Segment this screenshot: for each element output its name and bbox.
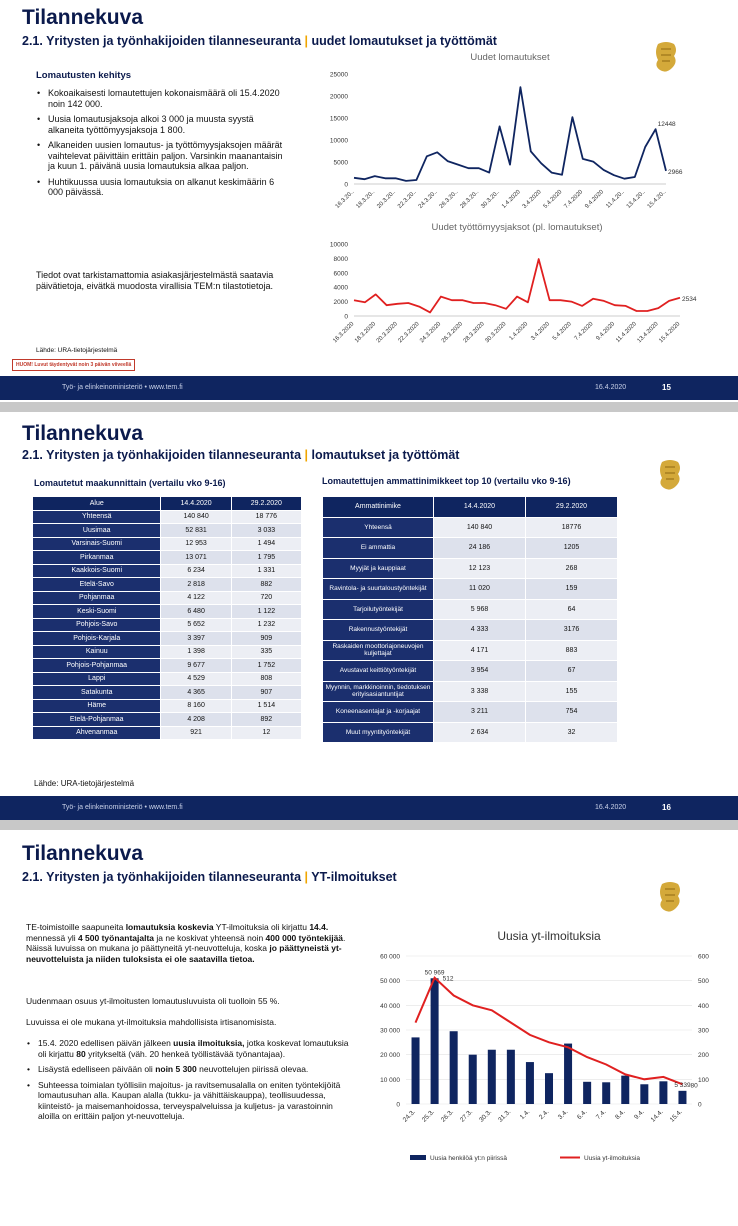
value-cell: 754 — [526, 702, 617, 722]
table-row — [323, 579, 617, 599]
x-tick-label: 20.3.2020 — [375, 321, 399, 345]
value-cell: 3 954 — [434, 661, 525, 681]
bar — [640, 1084, 648, 1104]
x-tick-label: 30.3. — [478, 1108, 494, 1124]
value-cell: 155 — [526, 682, 617, 702]
y-right-tick-label: 200 — [698, 1052, 709, 1060]
bullet-item: • Kokoaikaisesti lomautettujen kokonaismäärä oli 15.4.2020 noin 142 000. — [36, 88, 286, 109]
slide-title: Tilannekuva — [22, 6, 143, 29]
value-cell: 720 — [232, 592, 301, 605]
slide-title: Tilannekuva — [22, 842, 143, 865]
bullet-item: • Uusia lomautusjaksoja alkoi 3 000 ja muusta syystä alkaneita työttömyysjaksoja 1 800. — [36, 114, 286, 135]
bullet-list — [36, 88, 286, 203]
y-tick-label: 4000 — [333, 284, 348, 292]
value-cell: 3 211 — [434, 702, 525, 722]
bar — [545, 1073, 553, 1104]
paragraph-yt-summary: TE-toimistoille saapuneita lomautuksia koskevia YT-ilmoituksia oli kirjattu 14.4. mennessä yli 4 500 työnantajalta ja ne koskivat yhteensä noin 400 000 työntekijää. Näissä luvuissa on mukana jo päättyneitä yt-neuvotteluja, koska jo päättyneistä yt-neuvotteluista ja niiden tuloksista ei ole saatavilla tietoa. — [26, 922, 346, 964]
bar — [678, 1091, 686, 1104]
table-row — [33, 592, 301, 605]
value-cell: 1 122 — [232, 605, 301, 618]
series-line — [354, 87, 666, 181]
value-cell: 9 677 — [161, 659, 230, 672]
y-right-tick-label: 300 — [698, 1027, 709, 1035]
value-cell: 2 818 — [161, 578, 230, 591]
value-cell: 4 529 — [161, 673, 230, 686]
table-row — [323, 600, 617, 620]
value-cell: 8 160 — [161, 700, 230, 713]
bar — [621, 1076, 629, 1104]
regions-table — [32, 496, 302, 740]
value-cell: 4 365 — [161, 686, 230, 699]
table-row — [33, 511, 301, 524]
column-header: 14.4.2020 — [434, 497, 525, 517]
table-row — [323, 702, 617, 722]
table-row — [33, 565, 301, 578]
table-row — [323, 723, 617, 743]
table-row — [33, 686, 301, 699]
row-label-cell: Ei ammattia — [323, 538, 433, 558]
bar — [431, 978, 439, 1104]
data-label: 5 339 — [674, 1081, 691, 1089]
slide-title: Tilannekuva — [22, 422, 143, 445]
value-cell: 6 480 — [161, 605, 230, 618]
bar — [526, 1062, 534, 1104]
chart-title: Uusia yt-ilmoituksia — [497, 929, 601, 943]
chart-new-layoffs — [310, 48, 730, 228]
row-label-cell: Raskaiden moottoriajoneuvojen kuljettajat — [323, 641, 433, 661]
footer-ministry: Työ- ja elinkeinoministeriö • www.tem.fi — [62, 384, 183, 391]
table-row — [323, 620, 617, 640]
table-row — [323, 538, 617, 558]
y-left-tick-label: 10 000 — [380, 1076, 400, 1084]
chart-title: Uudet lomautukset — [470, 52, 550, 63]
value-cell: 140 840 — [434, 518, 525, 538]
bar — [602, 1082, 610, 1104]
value-cell: 159 — [526, 579, 617, 599]
row-label-cell: Pohjanmaa — [33, 592, 160, 605]
value-cell: 12 — [232, 727, 301, 740]
row-label-cell: Keski-Suomi — [33, 605, 160, 618]
row-label-cell: Pohjois-Savo — [33, 619, 160, 632]
value-cell: 24 186 — [434, 538, 525, 558]
bar — [412, 1037, 420, 1104]
table-row — [33, 605, 301, 618]
paragraph-uusimaa: Uudenmaan osuus yt-ilmoitusten lomautusluvuista oli tuolloin 55 %. — [26, 996, 280, 1006]
row-label-cell: Myynnin, markkinoinnin, tiedotuksen erityisasiantuntijat — [323, 682, 433, 702]
table-row — [323, 559, 617, 579]
y-left-tick-label: 0 — [396, 1101, 400, 1109]
row-label-cell: Muut myyntityöntekijät — [323, 723, 433, 743]
x-tick-label: 26.3.2020 — [440, 321, 465, 345]
value-cell: 2 634 — [434, 723, 525, 743]
x-tick-label: 2.4. — [537, 1108, 551, 1122]
column-header: Ammattinimike — [323, 497, 433, 517]
row-label-cell: Satakunta — [33, 686, 160, 699]
row-label-cell: Koneenasentajat ja -korjaajat — [323, 702, 433, 722]
value-cell: 1 398 — [161, 646, 230, 659]
table-row — [33, 538, 301, 551]
x-tick-label: 9.4. — [633, 1108, 646, 1122]
y-tick-label: 6000 — [333, 270, 348, 278]
table-row — [323, 641, 617, 661]
bar — [583, 1082, 591, 1104]
value-cell: 11 020 — [434, 579, 525, 599]
legend-swatch-bars — [410, 1155, 426, 1160]
x-tick-label: 9.4.2020 — [595, 321, 617, 342]
x-tick-label: 24.3.2020 — [419, 321, 443, 345]
x-tick-label: 5.4.2020 — [542, 189, 564, 210]
lion-crest-icon — [656, 458, 684, 494]
row-label-cell: Varsinais-Suomi — [33, 538, 160, 551]
row-label-cell: Ravintola- ja suurtaloustyöntekijät — [323, 579, 433, 599]
table-row — [323, 518, 617, 538]
table-row — [323, 682, 617, 702]
x-tick-label: 15.4.20.. — [646, 189, 668, 210]
table-row — [33, 619, 301, 632]
y-right-tick-label: 500 — [698, 978, 709, 986]
value-cell: 892 — [232, 713, 301, 726]
value-cell: 808 — [232, 673, 301, 686]
column-header: 14.4.2020 — [161, 497, 230, 510]
value-cell: 907 — [232, 686, 301, 699]
value-cell: 4 208 — [161, 713, 230, 726]
row-label-cell: Rakennustyöntekijät — [323, 620, 433, 640]
data-label: 50 969 — [424, 969, 445, 977]
y-tick-label: 2000 — [333, 299, 348, 307]
y-tick-label: 20000 — [329, 93, 348, 101]
x-tick-label: 18.3.2020 — [354, 321, 378, 345]
y-tick-label: 15000 — [329, 115, 348, 123]
row-label-cell: Avustavat keittiötyöntekijät — [323, 661, 433, 681]
value-cell: 335 — [232, 646, 301, 659]
y-tick-label: 0 — [344, 313, 348, 321]
x-tick-label: 1.4.2020 — [508, 321, 530, 342]
row-label-cell: Yhteensä — [323, 518, 433, 538]
y-tick-label: 25000 — [329, 71, 348, 79]
source-label: Lähde: URA-tietojärjestelmä — [34, 779, 135, 788]
x-tick-label: 7.4. — [594, 1108, 608, 1122]
slide-15 — [0, 0, 738, 402]
column-header: 29.2.2020 — [526, 497, 617, 517]
bullet-item: • Suhteessa toimialan työllisiin majoitus- ja ravitsemusalalla on eniten työntekijöitä lomautusuhan alla. Kaupan alalla (tukku- ja vähittäiskauppa), teollisuudessa, kiinteistö- ja maisemanhoidossa, terveyspalveluissa ja kuljetus- ja varastoinnin aloilla on erittäin paljon yt-neuvotteluja. — [26, 1080, 354, 1122]
y-left-tick-label: 40 000 — [380, 1002, 400, 1010]
table-row — [33, 524, 301, 537]
slide-footer — [0, 376, 738, 400]
row-label-cell: Ahvenanmaa — [33, 727, 160, 740]
value-cell: 1 752 — [232, 659, 301, 672]
x-tick-label: 24.3. — [401, 1108, 417, 1124]
value-cell: 4 171 — [434, 641, 525, 661]
x-tick-label: 14.4. — [649, 1108, 665, 1124]
value-cell: 18776 — [526, 518, 617, 538]
row-label-cell: Tarjoilutyöntekijät — [323, 600, 433, 620]
slide-yt — [0, 830, 738, 1226]
row-label-cell: Pohjois-Pohjanmaa — [33, 659, 160, 672]
x-tick-label: 13.4.2020 — [636, 321, 660, 345]
x-tick-label: 18.3.20.. — [355, 189, 377, 210]
bullet-item: • Alkaneiden uusien lomautus- ja työttömyysjaksojen määrät vaihtelevat päivittäin erittäin paljon. Varsinkin maanantaisin ja kuun 1. päivänä uusia lomautuksia alkaa paljon. — [36, 140, 286, 172]
bullet-item: • 15.4. 2020 edellisen päivän jälkeen uusia ilmoituksia, jotka koskevat lomautuksia oli kirjattu 80 yritykseltä (väh. 20 henkeä työllistävää työnantajaa). — [26, 1038, 354, 1059]
bar — [469, 1055, 477, 1104]
x-tick-label: 30.3.2020 — [484, 321, 508, 345]
x-tick-label: 27.3. — [458, 1108, 475, 1124]
data-label: 80 — [690, 1082, 698, 1090]
row-label-cell: Kaakkois-Suomi — [33, 565, 160, 578]
value-cell: 3 033 — [232, 524, 301, 537]
x-tick-label: 26.3. — [439, 1108, 456, 1124]
value-cell: 12 123 — [434, 559, 525, 579]
slide-subtitle: 2.1. Yritysten ja työnhakijoiden tilanneseuranta | YT-ilmoitukset — [22, 870, 397, 884]
x-tick-label: 3.4. — [556, 1108, 570, 1122]
slide-subtitle: 2.1. Yritysten ja työnhakijoiden tilanneseuranta | uudet lomautukset ja työttömät — [22, 34, 497, 48]
column-header: 29.2.2020 — [232, 497, 301, 510]
column-header: Alue — [33, 497, 160, 510]
table-row — [33, 578, 301, 591]
table-header-row — [323, 497, 617, 517]
row-label-cell: Häme — [33, 700, 160, 713]
disclaimer-note: Tiedot ovat tarkistamattomia asiakasjärjestelmästä saatavia päivätietoja, eivätkä muodosta virallisia TEM:n tilastotietoja. — [36, 270, 274, 291]
x-tick-label: 22.3.2020 — [397, 321, 421, 345]
y-tick-label: 5000 — [333, 159, 348, 167]
value-cell: 1 795 — [232, 551, 301, 564]
y-tick-label: 10000 — [329, 241, 348, 249]
value-cell: 4 333 — [434, 620, 525, 640]
data-label: 2966 — [668, 168, 683, 176]
y-left-tick-label: 30 000 — [380, 1027, 400, 1035]
x-tick-label: 31.3. — [497, 1108, 513, 1124]
x-tick-label: 15.4. — [668, 1108, 684, 1124]
y-right-tick-label: 400 — [698, 1002, 709, 1010]
bar — [450, 1031, 458, 1104]
value-cell: 5 652 — [161, 619, 230, 632]
row-label-cell: Etelä-Pohjanmaa — [33, 713, 160, 726]
x-tick-label: 30.3.20.. — [480, 189, 502, 210]
x-tick-label: 25.3. — [420, 1108, 437, 1124]
x-tick-label: 28.3.20.. — [459, 189, 481, 210]
footer-date: 16.4.2020 — [595, 804, 627, 811]
value-cell: 1 331 — [232, 565, 301, 578]
y-left-tick-label: 50 000 — [380, 978, 400, 986]
row-label-cell: Lappi — [33, 673, 160, 686]
table-row — [323, 661, 617, 681]
table-caption-occupations: Lomautettujen ammattinimikkeet top 10 (vertailu vko 9-16) — [322, 476, 571, 486]
table-row — [33, 713, 301, 726]
x-tick-label: 7.4.2020 — [563, 189, 585, 210]
value-cell: 1 232 — [232, 619, 301, 632]
slide-footer — [0, 796, 738, 820]
warning-box: HUOM! Luvut täydentyvät noin 3 päivän viiveellä — [12, 359, 135, 371]
table-header-row — [33, 497, 301, 510]
slide-16 — [0, 412, 738, 820]
page-number: 16 — [662, 803, 671, 812]
value-cell: 1 494 — [232, 538, 301, 551]
table-row — [33, 659, 301, 672]
row-label-cell: Myyjät ja kauppiaat — [323, 559, 433, 579]
bullet-item: • Lisäystä edelliseen päivään oli noin 5 300 neuvottelujen piirissä olevaa. — [26, 1064, 354, 1075]
series-line — [354, 259, 680, 312]
x-tick-label: 11.4.20.. — [605, 189, 626, 210]
value-cell: 3176 — [526, 620, 617, 640]
x-tick-label: 28.3.2020 — [462, 321, 486, 345]
y-right-tick-label: 0 — [698, 1101, 702, 1109]
source-label: Lähde: URA-tietojärjestelmä — [36, 347, 118, 354]
paragraph-exclusions: Luvuissa ei ole mukana yt-ilmoituksia mahdollisista irtisanomisista. — [26, 1017, 277, 1027]
x-tick-label: 24.3.20.. — [417, 189, 439, 210]
value-cell: 909 — [232, 632, 301, 645]
value-cell: 921 — [161, 727, 230, 740]
row-label-cell: Etelä-Savo — [33, 578, 160, 591]
occupations-table — [322, 496, 618, 743]
y-right-tick-label: 600 — [698, 953, 709, 961]
y-right-tick-label: 100 — [698, 1076, 709, 1084]
x-tick-label: 1.4.2020 — [501, 189, 522, 210]
y-left-tick-label: 60 000 — [380, 953, 400, 961]
value-cell: 5 968 — [434, 600, 525, 620]
value-cell: 4 122 — [161, 592, 230, 605]
chart-title: Uudet työttömyysjaksot (pl. lomautukset) — [431, 222, 603, 233]
value-cell: 1205 — [526, 538, 617, 558]
value-cell: 882 — [232, 578, 301, 591]
data-label: 2534 — [682, 295, 697, 303]
value-cell: 18 776 — [232, 511, 301, 524]
bar — [507, 1050, 515, 1104]
y-left-tick-label: 20 000 — [380, 1052, 400, 1060]
table-row — [33, 727, 301, 740]
row-label-cell: Yhteensä — [33, 511, 160, 524]
bar — [659, 1081, 667, 1104]
bullet-list — [26, 1038, 354, 1127]
table-row — [33, 551, 301, 564]
x-tick-label: 11.4.2020 — [615, 321, 638, 344]
row-label-cell: Pirkanmaa — [33, 551, 160, 564]
value-cell: 883 — [526, 641, 617, 661]
value-cell: 6 234 — [161, 565, 230, 578]
y-tick-label: 10000 — [329, 137, 348, 145]
x-tick-label: 20.3.20.. — [376, 189, 398, 210]
slide-subtitle: 2.1. Yritysten ja työnhakijoiden tilanneseuranta | lomautukset ja työttömät — [22, 448, 460, 462]
chart-new-unemployment — [310, 218, 730, 348]
value-cell: 268 — [526, 559, 617, 579]
table-row — [33, 646, 301, 659]
x-tick-label: 22.3.20.. — [397, 189, 418, 210]
row-label-cell: Kainuu — [33, 646, 160, 659]
y-tick-label: 8000 — [333, 255, 348, 263]
x-tick-label: 3.4.2020 — [530, 321, 552, 342]
bar — [564, 1044, 572, 1104]
page-number: 15 — [662, 383, 671, 392]
x-tick-label: 8.4. — [614, 1108, 627, 1122]
table-row — [33, 673, 301, 686]
legend-label: Uusia henkilöä yt:n piirissä — [430, 1155, 507, 1162]
x-tick-label: 5.4.2020 — [551, 321, 573, 342]
x-tick-label: 15.4.2020 — [658, 321, 682, 345]
x-tick-label: 26.3.20.. — [438, 189, 460, 210]
row-label-cell: Pohjois-Karjala — [33, 632, 160, 645]
x-tick-label: 6.4. — [575, 1108, 589, 1122]
footer-ministry: Työ- ja elinkeinoministeriö • www.tem.fi — [62, 804, 183, 811]
value-cell: 32 — [526, 723, 617, 743]
table-row — [33, 632, 301, 645]
bar — [488, 1050, 496, 1104]
legend-label: Uusia yt-ilmoituksia — [584, 1155, 640, 1162]
value-cell: 3 338 — [434, 682, 525, 702]
lion-crest-icon — [656, 880, 684, 916]
value-cell: 3 397 — [161, 632, 230, 645]
chart-yt-notices — [360, 920, 730, 1180]
table-row — [33, 700, 301, 713]
x-tick-label: 7.4.2020 — [573, 321, 595, 342]
footer-date: 16.4.2020 — [595, 384, 627, 391]
value-cell: 1 514 — [232, 700, 301, 713]
value-cell: 64 — [526, 600, 617, 620]
data-label: 12448 — [657, 121, 676, 129]
x-tick-label: 1.4. — [518, 1108, 532, 1122]
value-cell: 140 840 — [161, 511, 230, 524]
y-tick-label: 0 — [344, 181, 348, 189]
section-heading: Lomautusten kehitys — [36, 70, 132, 81]
value-cell: 12 953 — [161, 538, 230, 551]
table-caption-regions: Lomautetut maakunnittain (vertailu vko 9-16) — [34, 478, 226, 488]
row-label-cell: Uusimaa — [33, 524, 160, 537]
x-tick-label: 16.3.2020 — [332, 321, 356, 345]
x-tick-label: 13.4.20.. — [625, 189, 647, 210]
x-tick-label: 9.4.2020 — [584, 189, 606, 210]
bullet-item: • Huhtikuussa uusia lomautuksia on alkanut keskimäärin 6 000 päivässä. — [36, 177, 286, 198]
value-cell: 13 071 — [161, 551, 230, 564]
x-tick-label: 16.3.20.. — [334, 189, 356, 210]
value-cell: 67 — [526, 661, 617, 681]
data-label: 512 — [442, 975, 454, 983]
value-cell: 52 831 — [161, 524, 230, 537]
x-tick-label: 3.4.2020 — [521, 189, 543, 210]
